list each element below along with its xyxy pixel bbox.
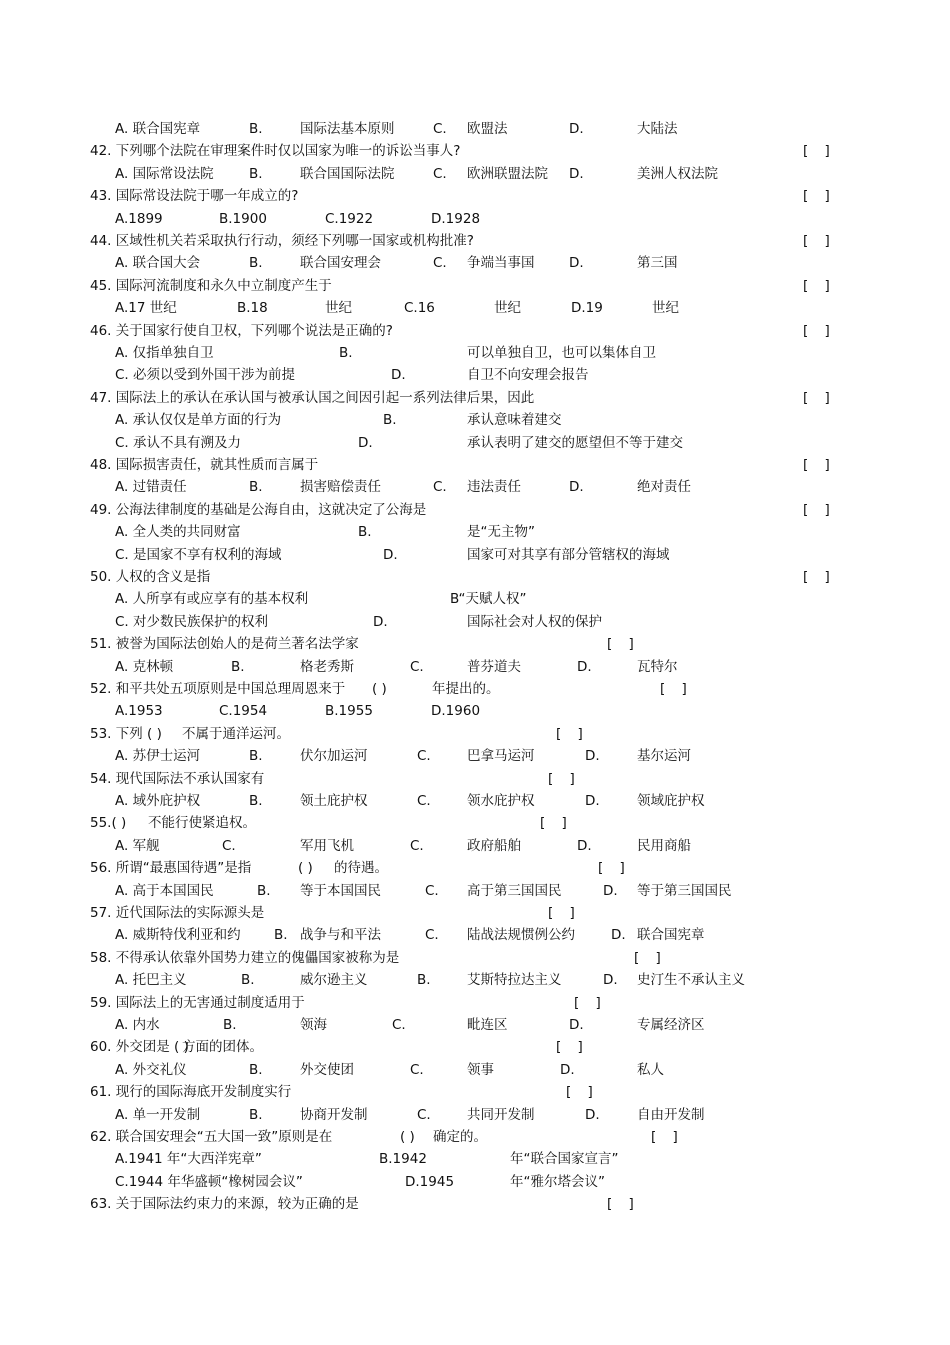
question-text-fragment: 方面的团体。 [182,1039,263,1056]
option-line [0,365,950,385]
option-cell: D. [611,927,626,944]
option-cell: D. [383,546,398,563]
option-cell: B. [249,1061,263,1078]
option-cell: 世纪 [652,300,679,317]
option-line [0,1172,950,1192]
option-cell: B. [339,345,353,361]
answer-bracket: [ ] [660,681,693,697]
question-text: 52. 和平共处五项原则是中国总理周恩来于 [90,681,346,697]
option-cell: D. [585,793,600,809]
answer-bracket: [ ] [556,1039,589,1056]
question-text: 49. 公海法律制度的基础是公海自由，这就决定了公海是 [90,501,427,518]
question-line [0,500,950,520]
option-cell: C. [392,1017,406,1033]
option-cell: 政府船舶 [467,837,521,854]
option-cell: 陆战法规惯例公约 [467,927,575,944]
question-text-fragment: ( ) [400,1129,415,1145]
option-line [0,1015,950,1035]
question-line [0,276,950,296]
option-cell: C. [417,793,431,809]
option-cell: C.1954 [219,703,268,720]
question-line [0,567,950,587]
option-cell: B.1942 [379,1151,427,1168]
option-cell: 等于本国国民 [300,882,381,899]
option-cell: 联合国国际法院 [300,165,395,182]
option-line [0,209,950,229]
option-cell: D. [603,972,618,989]
question-text: 60. 外交团是 ( ) [90,1039,189,1056]
option-cell: D. [373,613,388,630]
option-cell: A.17 世纪 [115,300,177,317]
option-cell: C.1944 年华盛顿“橡树园会议” [115,1173,303,1190]
answer-bracket: [ ] [803,322,836,339]
option-line [0,1149,950,1169]
question-text-fragment: 不属于通洋运河。 [182,725,290,742]
option-cell: 世纪 [325,300,352,317]
option-cell: 领海 [300,1017,327,1033]
option-cell: C. [222,837,236,854]
option-cell: A. 外交礼仪 [115,1061,187,1078]
option-cell: C. [417,748,431,765]
question-text: 61. 现行的国际海底开发制度实行 [90,1084,292,1101]
option-cell: D. [569,121,584,137]
option-cell: 欧洲联盟法院 [467,165,548,182]
option-line [0,970,950,990]
option-cell: 第三国 [637,255,678,272]
question-text-fragment: 年提出的。 [432,681,500,697]
question-text-fragment: ( ) [298,860,313,877]
option-cell: B“天赋人权” [450,591,527,608]
question-text: 45. 国际河流制度和永久中立制度产生于 [90,277,332,294]
option-cell: A. 联合国大会 [115,255,201,272]
option-cell: 绝对责任 [637,479,691,496]
option-cell: B. [231,658,245,675]
option-cell: A.1953 [115,703,163,720]
option-line [0,119,950,139]
option-cell: 普芬道夫 [467,658,521,675]
option-cell: 史汀生不承认主义 [637,972,745,989]
option-cell: C. [417,1106,431,1123]
option-cell: B. [257,882,271,899]
option-cell: A. 全人类的共同财富 [115,524,241,541]
option-cell: B. [358,524,372,541]
question-line [0,679,950,699]
option-cell: C. 是国家不享有权利的海域 [115,546,282,563]
answer-bracket: [ ] [803,457,836,473]
option-cell: C. [410,1061,424,1078]
option-cell: A. 仅指单独自卫 [115,345,214,361]
option-cell: B. [249,793,263,809]
option-cell: 专属经济区 [637,1017,705,1033]
option-cell: C.1922 [325,210,374,227]
option-cell: 基尔运河 [637,748,691,765]
option-cell: A. 苏伊士运河 [115,748,201,765]
answer-bracket: [ ] [607,636,640,653]
option-cell: D. [577,658,592,675]
option-cell: 美洲人权法院 [637,165,718,182]
option-cell: 巴拿马运河 [467,748,535,765]
option-cell: B. [249,1106,263,1123]
option-cell: D.1960 [431,703,481,720]
option-cell: D. [569,255,584,272]
option-cell: B. [249,165,263,182]
option-cell: 联合国安理会 [300,255,381,272]
option-cell: D. [358,434,373,451]
option-cell: 欧盟法 [467,121,508,137]
answer-bracket: [ ] [803,569,836,585]
option-cell: 伏尔加运河 [300,748,368,765]
option-cell: D. [569,1017,584,1033]
question-line [0,186,950,206]
option-cell: B. [249,479,263,496]
question-text: 62. 联合国安理会“五大国一致”原则是在 [90,1129,333,1145]
question-line [0,724,950,744]
question-text: 56. 所谓“最惠国待遇”是指 [90,860,252,877]
answer-bracket: [ ] [803,389,836,406]
option-cell: 承认表明了建交的愿望但不等于建交 [467,434,683,451]
answer-bracket: [ ] [803,501,836,518]
option-cell: A. 域外庇护权 [115,793,201,809]
option-line [0,343,950,363]
option-cell: 艾斯特拉达主义 [467,972,562,989]
option-cell: D. [585,748,600,765]
option-line [0,433,950,453]
answer-bracket: [ ] [556,725,589,742]
question-text: 51. 被誉为国际法创始人的是荷兰著名法学家 [90,636,359,653]
option-line [0,589,950,609]
option-cell: D. [560,1061,575,1078]
question-text-fragment: ( ) [372,681,387,697]
option-cell: A. 克林顿 [115,658,174,675]
option-cell: B. [383,412,397,429]
option-cell: A.1941 年“大西洋宪章” [115,1151,262,1168]
option-cell: 瓦特尔 [637,658,678,675]
option-cell: C. [433,255,447,272]
option-cell: C. [425,882,439,899]
option-cell: 可以单独自卫，也可以集体自卫 [467,345,656,361]
question-line [0,948,950,968]
option-cell: 自卫不向安理会报告 [467,367,589,384]
question-line [0,1082,950,1102]
option-cell: 违法责任 [467,479,521,496]
option-cell: 联合国宪章 [637,927,705,944]
option-line [0,1060,950,1080]
question-line [0,769,950,789]
question-text: 50. 人权的含义是指 [90,569,211,585]
option-line [0,881,950,901]
option-cell: 是“无主物” [467,524,535,541]
option-cell: D. [569,165,584,182]
option-line [0,477,950,497]
option-cell: 战争与和平法 [300,927,381,944]
option-cell: 毗连区 [467,1017,508,1033]
question-line [0,813,950,833]
question-line [0,993,950,1013]
option-cell: 世纪 [494,300,521,317]
option-cell: 领事 [467,1061,494,1078]
answer-bracket: [ ] [803,143,836,160]
option-cell: A. 过错责任 [115,479,187,496]
question-text: 55.( ) [90,815,127,832]
answer-bracket: [ ] [540,815,573,832]
option-cell: C. [410,837,424,854]
question-text-fragment: 确定的。 [433,1129,487,1145]
option-cell: 领水庇护权 [467,793,535,809]
option-line [0,522,950,542]
option-cell: A. 承认仅仅是单方面的行为 [115,412,282,429]
question-line [0,1127,950,1147]
answer-bracket: [ ] [598,860,631,877]
answer-bracket: [ ] [803,188,836,205]
option-cell: D.19 [571,300,603,317]
question-text: 59. 国际法上的无害通过制度适用于 [90,994,305,1011]
answer-bracket: [ ] [634,949,667,966]
option-cell: D. [569,479,584,496]
option-cell: 国际法基本原则 [300,121,395,137]
question-line [0,903,950,923]
option-cell: D.1945 [405,1173,455,1190]
answer-bracket: [ ] [651,1129,684,1145]
answer-bracket: [ ] [574,994,607,1011]
option-cell: A.1899 [115,210,163,227]
question-text: 58. 不得承认依靠外国势力建立的傀儡国家被称为是 [90,949,400,966]
answer-bracket: [ ] [803,277,836,294]
option-cell: A. 军舰 [115,837,160,854]
answer-bracket: [ ] [607,1196,640,1213]
option-cell: B. [249,748,263,765]
option-cell: 自由开发制 [637,1106,705,1123]
option-cell: 领域庇护权 [637,793,705,809]
question-text: 57. 近代国际法的实际源头是 [90,905,265,921]
question-line [0,388,950,408]
option-cell: A. 国际常设法院 [115,165,214,182]
option-cell: C. 承认不具有溯及力 [115,434,242,451]
option-cell: A. 托巴主义 [115,972,187,989]
option-cell: D. [391,367,406,384]
option-cell: A. 单一开发制 [115,1106,201,1123]
option-cell: C. 对少数民族保护的权利 [115,613,269,630]
option-cell: C. [410,658,424,675]
option-cell: C. [425,927,439,944]
question-text: 46. 关于国家行使自卫权，下列哪个说法是正确的? [90,322,393,339]
option-cell: 年“联合国家宣言” [510,1151,619,1168]
option-cell: D. [577,837,592,854]
option-line [0,925,950,945]
option-cell: 高于第三国国民 [467,882,562,899]
option-cell: D. [585,1106,600,1123]
option-cell: 国家可对其享有部分管辖权的海域 [467,546,670,563]
question-text-fragment: 的待遇。 [334,860,388,877]
option-cell: 民用商船 [637,837,691,854]
option-cell: B. [274,927,288,944]
option-cell: A. 联合国宪章 [115,121,201,137]
option-cell: D. [603,882,618,899]
option-cell: A. 高于本国国民 [115,882,214,899]
option-cell: B. [241,972,255,989]
option-line [0,746,950,766]
option-cell: 共同开发制 [467,1106,535,1123]
option-line [0,545,950,565]
answer-bracket: [ ] [803,233,836,249]
question-text: 54. 现代国际法不承认国家有 [90,770,265,787]
option-cell: B.1955 [325,703,373,720]
option-cell: 格老秀斯 [300,658,354,675]
question-text: 43. 国际常设法院于哪一年成立的? [90,188,299,205]
answer-bracket: [ ] [566,1084,599,1101]
option-line [0,791,950,811]
question-text: 63. 关于国际法约束力的来源，较为正确的是 [90,1196,359,1213]
question-text: 47. 国际法上的承认在承认国与被承认国之间因引起一系列法律后果，因此 [90,389,535,406]
option-cell: B. [417,972,431,989]
question-text: 42. 下列哪个法院在审理案件时仅以国家为唯一的诉讼当事人? [90,143,461,160]
option-line [0,701,950,721]
option-line [0,164,950,184]
option-cell: A. 人所享有或应享有的基本权利 [115,591,309,608]
option-line [0,612,950,632]
option-cell: 军用飞机 [300,837,354,854]
answer-bracket: [ ] [548,770,581,787]
question-line [0,455,950,475]
option-cell: B. [223,1017,237,1033]
option-cell: C.16 [404,300,435,317]
option-cell: B.18 [237,300,268,317]
option-line [0,298,950,318]
option-cell: A. 威斯特伐利亚和约 [115,927,241,944]
option-cell: 威尔逊主义 [300,972,368,989]
option-cell: 私人 [637,1061,664,1078]
option-cell: C. 必须以受到外国干涉为前提 [115,367,296,384]
option-cell: B. [249,121,263,137]
question-text-fragment: 不能行使紧追权。 [148,815,256,832]
option-cell: 等于第三国国民 [637,882,732,899]
option-cell: 国际社会对人权的保护 [467,613,602,630]
option-cell: C. [433,479,447,496]
option-cell: 争端当事国 [467,255,535,272]
option-cell: D.1928 [431,210,481,227]
question-line [0,141,950,161]
option-cell: C. [433,121,447,137]
question-line [0,634,950,654]
question-line [0,231,950,251]
option-line [0,1105,950,1125]
option-cell: 损害赔偿责任 [300,479,381,496]
question-text: 53. 下列 ( ) [90,725,162,742]
option-cell: 协商开发制 [300,1106,368,1123]
option-cell: 大陆法 [637,121,678,137]
answer-bracket: [ ] [548,905,581,921]
question-line [0,321,950,341]
option-line [0,410,950,430]
option-cell: B.1900 [219,210,267,227]
option-cell: B. [249,255,263,272]
option-line [0,253,950,273]
option-line [0,836,950,856]
option-cell: C. [433,165,447,182]
question-line [0,1194,950,1214]
option-cell: 承认意味着建交 [467,412,562,429]
question-text: 44. 区域性机关若采取执行行动，须经下列哪一国家或机构批准? [90,233,474,249]
question-line [0,1037,950,1057]
option-cell: 领土庇护权 [300,793,368,809]
option-cell: 外交使团 [300,1061,354,1078]
option-cell: A. 内水 [115,1017,160,1033]
question-text: 48. 国际损害责任，就其性质而言属于 [90,457,319,473]
option-cell: 年“雅尔塔会议” [510,1173,605,1190]
question-line [0,858,950,878]
option-line [0,657,950,677]
